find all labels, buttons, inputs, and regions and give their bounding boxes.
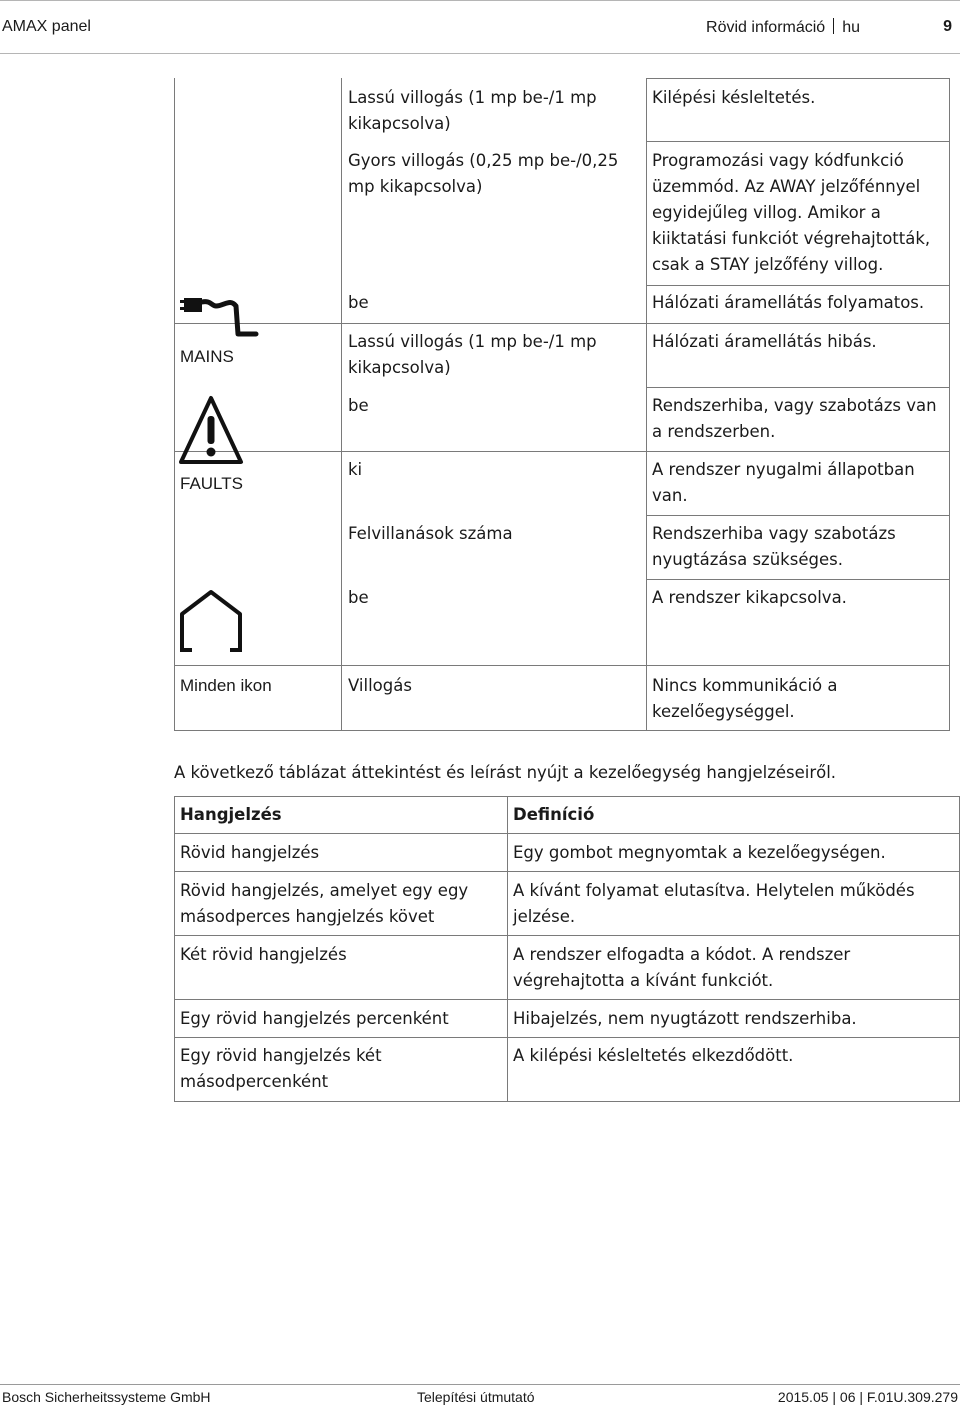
table-border	[174, 999, 960, 1000]
product-name: AMAX panel	[2, 18, 91, 35]
state-cell: Villogás	[348, 676, 412, 695]
beep-cell: Rövid hangjelzés, amelyet egy egy másodperces hangjelzés követ	[180, 881, 469, 926]
mains-label: MAINS	[180, 347, 234, 366]
state-cell: Lassú villogás (1 mp be-/1 mp kikapcsolva)	[348, 88, 597, 133]
table-border	[174, 78, 175, 731]
table-border	[646, 387, 950, 388]
header-separator	[833, 18, 834, 34]
all-icons-label: Minden ikon	[180, 676, 272, 695]
beep-cell: Egy rövid hangjelzés percenként	[180, 1009, 449, 1028]
definition-cell: A kívánt folyamat elutasítva. Helytelen működés jelzése.	[513, 881, 915, 926]
beep-cell: Két rövid hangjelzés	[180, 945, 347, 964]
company-name: Bosch Sicherheitssysteme GmbH	[2, 1389, 211, 1405]
definition-cell: A kilépési késleltetés elkezdődött.	[513, 1046, 794, 1065]
table-border	[174, 871, 960, 872]
table-border	[174, 935, 960, 936]
meaning-cell: A rendszer kikapcsolva.	[652, 588, 847, 607]
meaning-cell: Nincs kommunikáció a kezelőegységgel.	[652, 676, 838, 721]
table-border	[174, 833, 960, 834]
table-border	[174, 730, 950, 731]
warning-triangle-icon	[178, 394, 244, 466]
state-cell: Gyors villogás (0,25 mp be-/0,25 mp kikapcsolva)	[348, 151, 619, 196]
page-footer	[0, 1384, 960, 1406]
house-outline-icon	[178, 588, 244, 654]
language-code: hu	[842, 19, 860, 36]
meaning-cell: Hálózati áramellátás folyamatos.	[652, 293, 925, 312]
definition-cell: A rendszer elfogadta a kódot. A rendszer végrehajtotta a kívánt funkciót.	[513, 945, 851, 990]
table-border	[174, 451, 950, 452]
table-border	[174, 323, 950, 324]
column-header-beep: Hangjelzés	[180, 805, 282, 824]
table-border	[646, 285, 950, 286]
table-border	[174, 665, 950, 666]
state-cell: ki	[348, 460, 363, 479]
state-cell: be	[348, 588, 369, 607]
column-header-definition: Definíció	[513, 805, 595, 824]
table-border	[174, 1037, 960, 1038]
beep-cell: Egy rövid hangjelzés két másodpercenként	[180, 1046, 382, 1091]
beep-cell: Rövid hangjelzés	[180, 843, 320, 862]
table-border	[646, 579, 950, 580]
meaning-cell: Rendszerhiba vagy szabotázs nyugtázása szükséges.	[652, 524, 896, 569]
table-border	[646, 78, 950, 79]
mains-plug-icon	[180, 292, 260, 338]
table-border	[646, 78, 647, 731]
document-version: 2015.05 | 06 | F.01U.309.279	[777, 1389, 958, 1405]
meaning-cell: Kilépési késleltetés.	[652, 88, 816, 107]
meaning-cell: A rendszer nyugalmi állapotban van.	[652, 460, 915, 505]
meaning-cell: Programozási vagy kódfunkció üzemmód. Az AWAY jelzőfénnyel egyidejűleg villog. Amikor a kiiktatási funkciót végrehajtották, csak a STAY jelzőfény villog.	[652, 151, 931, 274]
table-border	[174, 1101, 960, 1102]
section-label: Rövid információ	[706, 19, 826, 36]
state-cell: Lassú villogás (1 mp be-/1 mp kikapcsolva)	[348, 332, 597, 377]
table-border	[174, 796, 960, 797]
table-border	[174, 796, 175, 1102]
definition-cell: Hibajelzés, nem nyugtázott rendszerhiba.	[513, 1009, 857, 1028]
table-border	[341, 78, 342, 731]
intro-paragraph: A következő táblázat áttekintést és leírást nyújt a kezelőegység hangjelzéseiről.	[174, 763, 837, 782]
page-number: 9	[943, 18, 952, 35]
state-cell: be	[348, 396, 369, 415]
table-border	[949, 78, 950, 731]
table-border	[646, 515, 950, 516]
meaning-cell: Hálózati áramellátás hibás.	[652, 332, 877, 351]
table-border	[507, 796, 508, 1102]
definition-cell: Egy gombot megnyomtak a kezelőegységen.	[513, 843, 886, 862]
section-title	[706, 18, 860, 37]
document-title: Telepítési útmutató	[417, 1389, 535, 1405]
faults-label: FAULTS	[180, 474, 243, 493]
state-cell: Felvillanások száma	[348, 524, 513, 543]
table-border	[646, 141, 950, 142]
page-header	[0, 0, 960, 54]
state-cell: be	[348, 293, 369, 312]
meaning-cell: Rendszerhiba, vagy szabotázs van a rendszerben.	[652, 396, 937, 441]
